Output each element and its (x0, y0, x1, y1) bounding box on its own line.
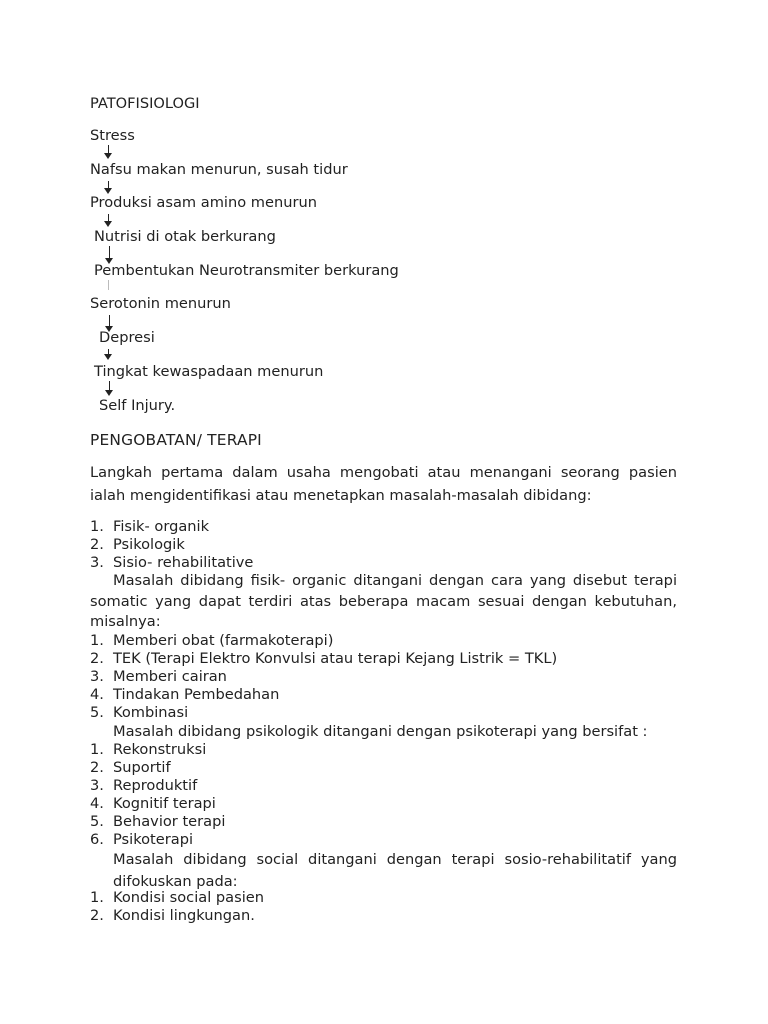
flow-step-9: Self Injury. (99, 397, 176, 414)
heading-patofisiologi: PATOFISIOLOGI (90, 95, 200, 112)
somatic-paragraph (90, 571, 677, 633)
flow-step-5: Pembentukan Neurotransmiter berkurang (94, 262, 399, 279)
flow-step-1: Stress (90, 127, 135, 144)
social-line-2: difokuskan pada: (113, 873, 238, 890)
flow-step-2: Nafsu makan menurun, susah tidur (90, 161, 348, 178)
arrow-down-icon (104, 280, 114, 294)
flow-step-8: Tingkat kewaspadaan menurun (94, 363, 324, 380)
psych-paragraph: Masalah dibidang psikologik ditangani dengan psikoterapi yang bersifat : (113, 723, 648, 740)
intro-paragraph (90, 461, 677, 507)
arrow-down-icon (104, 145, 114, 159)
flow-step-6: Serotonin menurun (90, 295, 231, 312)
flow-step-3: Produksi asam amino menurun (90, 194, 317, 211)
somatic-line-3: misalnya: (90, 613, 161, 630)
somatic-line-2: somatic yang dapat terdiri atas beberapa macam sesuai dengan kebutuhan, (90, 592, 677, 610)
arrow-down-icon (104, 181, 114, 195)
intro-line-2: ialah mengidentifikasi atau menetapkan masalah-masalah dibidang: (90, 487, 592, 504)
social-line-1: Masalah dibidang social ditangani dengan terapi sosio-rehabilitatif yang (113, 851, 677, 868)
somatic-line-1: Masalah dibidang fisik- organic ditangani dengan cara yang disebut terapi (113, 572, 677, 589)
section-title-pengobatan: PENGOBATAN/ TERAPI (90, 431, 262, 449)
flow-step-4: Nutrisi di otak berkurang (94, 228, 276, 245)
arrow-down-icon (105, 381, 115, 397)
arrow-down-icon (104, 214, 114, 228)
arrow-down-icon (104, 349, 114, 363)
intro-line-1: Langkah pertama dalam usaha mengobati atau menangani seorang pasien (90, 464, 677, 481)
flow-step-7: Depresi (99, 329, 155, 346)
social-paragraph (113, 849, 677, 893)
document-page: PATOFISIOLOGI Stress Nafsu makan menurun, susah tidur Produksi asam amino menurun Nutrisi di otak berkurang Pembentukan Neurotransmiter berkurang Serotonin menurun Depresi Tingkat kewaspadaan menurun Self Injury. PENGOBATAN/ TERAPI Langkah pertama dalam usaha mengobati atau menangani seorang pasien ialah mengidentifikasi atau menetapkan masalah-masalah dibidang: 1. Fisik- organik 2. Psikologik 3. Sisio- rehabilitative Masalah dibidang fisik- organic ditangani dengan cara yang disebut terapi somatic yang dapat terdiri atas beberapa macam sesuai dengan kebutuhan, misalnya: 1. Memberi obat (farmakoterapi) 2. TEK (Terapi Elektro Konvulsi atau terapi Kejang Listrik = TKL) 3. Memberi cairan 4. Tindakan Pembedahan 5. Kombinasi Masalah dibidang psikologik ditangani dengan psikoterapi yang bersifat : 1. Rekonstruksi 2. Suportif 3. Reproduktif 4. Kognitif terapi 5. Behavior terapi 6. Psikoterapi Masalah dibidang social ditangani dengan terapi sosio-rehabilitatif yang difokuskan pada: 1. Kondisi social pasien 2. Kondisi lingkungan. (90, 95, 677, 924)
